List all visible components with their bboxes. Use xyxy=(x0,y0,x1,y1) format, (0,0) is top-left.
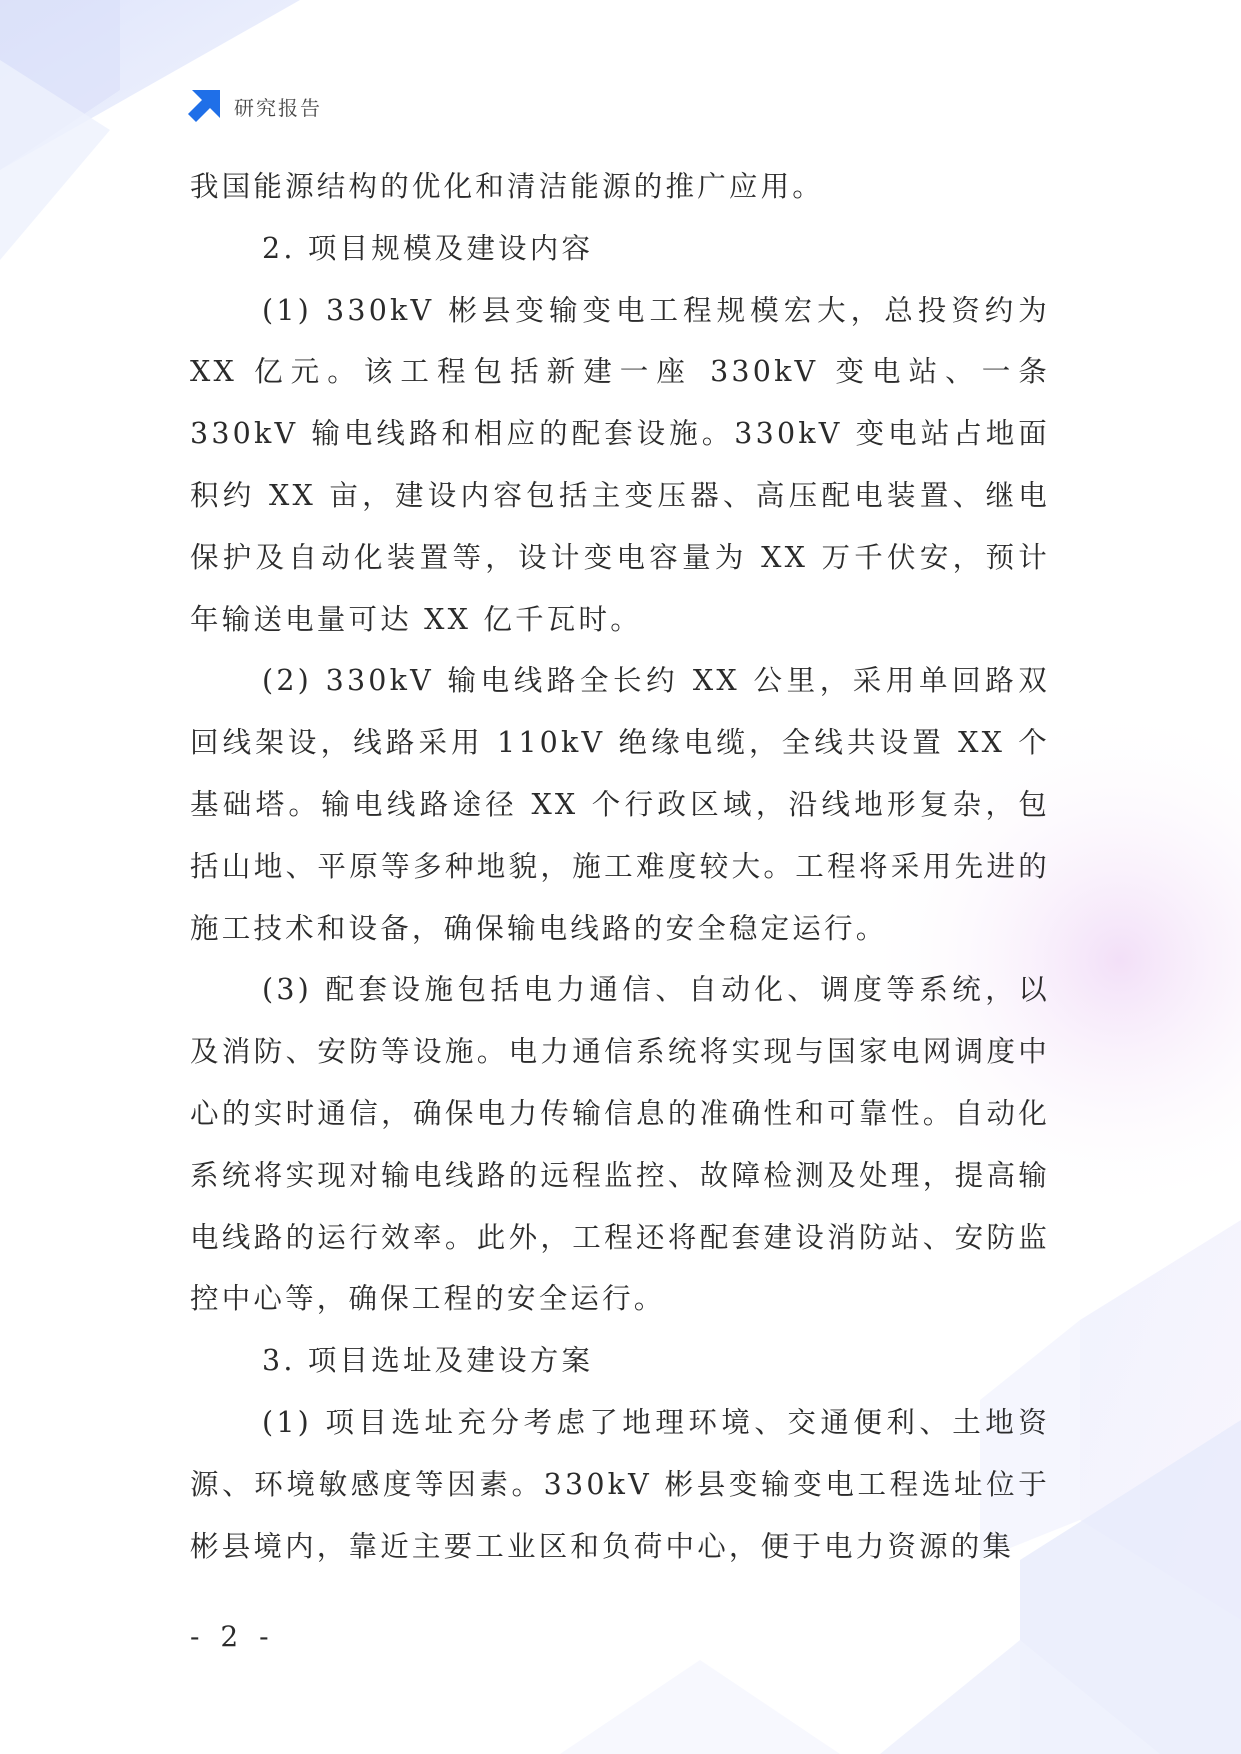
paragraph-site-1: (1) 项目选址充分考虑了地理环境、交通便利、土地资源、环境敏感度等因素。330kV 彬县变输变电工程选址位于彬县境内，靠近主要工业区和负荷中心，便于电力资源的集 xyxy=(190,1405,1050,1563)
section-heading-2: 2. 项目规模及建设内容 xyxy=(262,231,594,265)
report-header xyxy=(186,88,322,124)
paragraph-scale-3: (3) 配套设施包括电力通信、自动化、调度等系统，以及消防、安防等设施。电力通信系统将实现与国家电网调度中心的实时通信，确保电力传输信息的准确性和可靠性。自动化系统将实现对输电线路的远程监控、故障检测及处理，提高输电线路的运行效率。此外，工程还将配套建设消防站、安防监控中心等，确保工程的安全运行。 xyxy=(190,973,1050,1316)
paragraph-continuation: 我国能源结构的优化和清洁能源的推广应用。 xyxy=(190,170,825,203)
section-heading-3: 3. 项目选址及建设方案 xyxy=(262,1344,594,1378)
document-body xyxy=(190,156,1050,1577)
paragraph-scale-2: (2) 330kV 输电线路全长约 XX 公里，采用单回路双回线架设，线路采用 110kV 绝缘电缆，全线共设置 XX 个基础塔。输电线路途径 XX 个行政区域，沿线地形复杂，包括山地、平原等多种地貌，施工难度较大。工程将采用先进的施工技术和设备，确保输电线路的安全稳定运行。 xyxy=(190,664,1050,945)
page-number: - 2 - xyxy=(190,1620,275,1653)
paragraph-scale-1: (1) 330kV 彬县变输变电工程规模宏大，总投资约为 XX 亿元。该工程包括新建一座 330kV 变电站、一条 330kV 输电线路和相应的配套设施。330kV 变电站占地面积约 XX 亩，建设内容包括主变压器、高压配电装置、继电保护及自动化装置等，设计变电容量为 XX 万千伏安，预计年输送电量可达 XX 亿千瓦时。 xyxy=(190,293,1050,636)
header-title: 研究报告 xyxy=(234,95,322,120)
arrow-up-right-icon xyxy=(186,88,222,124)
